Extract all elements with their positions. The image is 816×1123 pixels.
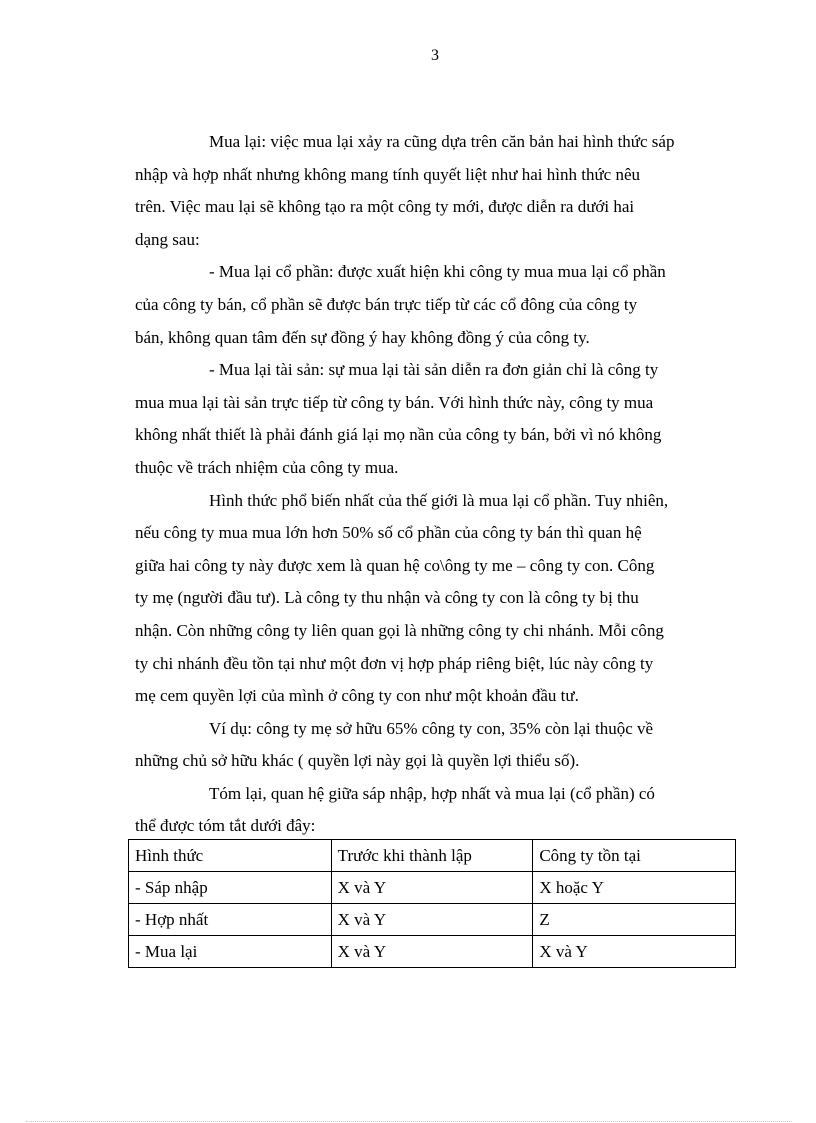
text-line: thuộc về trách nhiệm của công ty mua. [135, 457, 399, 477]
text-line: Hình thức phổ biến nhất của thế giới là mua lại cổ phần. Tuy nhiên, [209, 490, 669, 510]
paragraph-share-purchase [135, 256, 737, 354]
text-line: của công ty bán, cổ phần sẽ được bán trực tiếp từ các cổ đông của công ty [135, 294, 638, 314]
paragraph-example [135, 713, 737, 778]
table-cell: - Hợp nhất [129, 904, 332, 936]
table-row [129, 904, 736, 936]
paragraph-summary [135, 778, 737, 843]
table-cell: X và Y [533, 936, 736, 968]
text-line: dạng sau: [135, 229, 200, 249]
text-line: nếu công ty mua mua lớn hơn 50% số cổ phần của công ty bán thì quan hệ [135, 523, 642, 543]
paragraph-purchase-definition [135, 126, 737, 256]
text-line: Tóm lại, quan hệ giữa sáp nhập, hợp nhất và mua lại (cổ phần) có [209, 783, 655, 803]
text-line: bán, không quan tâm đến sự đồng ý hay không đồng ý của công ty. [135, 327, 590, 347]
paragraph-common-form [135, 485, 737, 713]
text-line: giữa hai công ty này được xem là quan hệ co\ông ty me – công ty con. Công [135, 555, 655, 575]
table-cell: - Sáp nhập [129, 872, 332, 904]
table-cell: - Mua lại [129, 936, 332, 968]
text-line: ty chi nhánh đều tồn tại như một đơn vị hợp pháp riêng biệt, lúc này công ty [135, 653, 654, 673]
table-header-cell: Trước khi thành lập [331, 840, 533, 872]
text-line: nhận. Còn những công ty liên quan gọi là những công ty chi nhánh. Mỗi công [135, 620, 664, 640]
text-line: mua mua lại tài sản trực tiếp từ công ty bán. Với hình thức này, công ty mua [135, 392, 654, 412]
table-cell: X và Y [331, 936, 533, 968]
table-header-cell: Hình thức [129, 840, 332, 872]
text-line: trên. Việc mau lại sẽ không tạo ra một công ty mới, được diễn ra dưới hai [135, 197, 635, 217]
text-line: ty mẹ (người đầu tư). Là công ty thu nhận và công ty con là công ty bị thu [135, 588, 639, 608]
body-text [135, 126, 737, 843]
page-bottom-divider [26, 1121, 792, 1122]
text-line: - Mua lại cổ phần: được xuất hiện khi công ty mua mua lại cổ phần [209, 262, 666, 282]
table-header-row [129, 840, 736, 872]
text-line: mẹ cem quyền lợi của mình ở công ty con như một khoản đầu tư. [135, 686, 579, 706]
text-line: không nhất thiết là phải đánh giá lại mọ nần của công ty bán, bởi vì nó không [135, 425, 662, 445]
table-cell: Z [533, 904, 736, 936]
text-line: - Mua lại tài sản: sự mua lại tài sản diễn ra đơn giản chỉ là công ty [209, 360, 659, 380]
page-number: 3 [431, 47, 439, 64]
table-cell: X và Y [331, 904, 533, 936]
text-line: nhập và hợp nhất nhưng không mang tính quyết liệt như hai hình thức nêu [135, 164, 640, 184]
table-row [129, 872, 736, 904]
table-cell: X hoặc Y [533, 872, 736, 904]
paragraph-asset-purchase [135, 354, 737, 484]
text-line: Mua lại: việc mua lại xảy ra cũng dựa trên căn bản hai hình thức sáp [209, 132, 675, 151]
table-cell: X và Y [331, 872, 533, 904]
table-row [129, 936, 736, 968]
text-line: Ví dụ: công ty mẹ sở hữu 65% công ty con, 35% còn lại thuộc về [209, 718, 654, 738]
text-line: thể được tóm tắt dưới đây: [135, 816, 316, 836]
summary-table [128, 839, 736, 968]
table-header-cell: Công ty tồn tại [533, 840, 736, 872]
text-line: những chủ sở hữu khác ( quyền lợi này gọi là quyền lợi thiểu số). [135, 751, 580, 771]
